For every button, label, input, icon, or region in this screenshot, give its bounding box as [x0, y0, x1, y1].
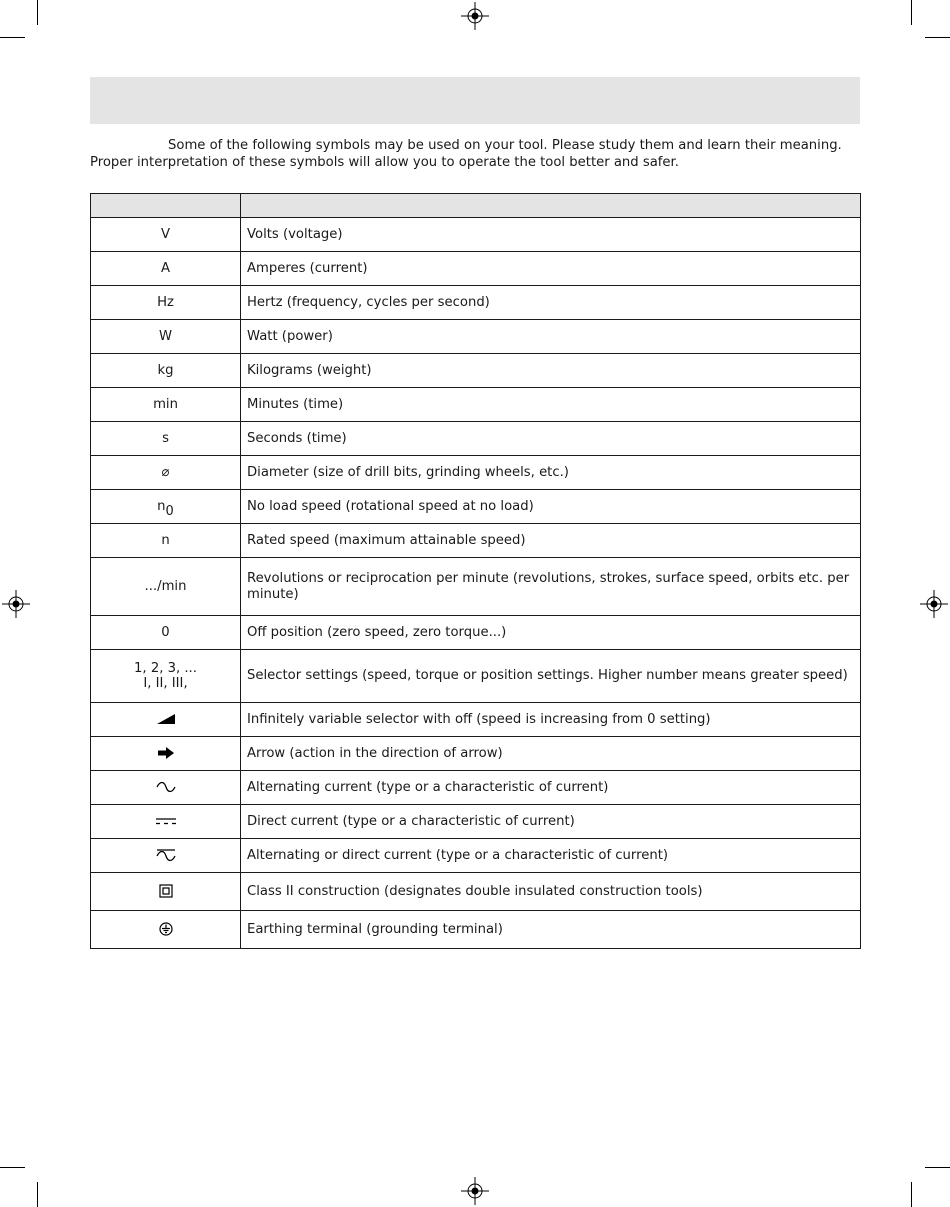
- description-cell: Alternating or direct current (type or a characteristic of current): [241, 839, 861, 873]
- table-row: [91, 558, 861, 616]
- description-cell: Off position (zero speed, zero torque...): [241, 616, 861, 650]
- variable-speed-wedge-icon: [156, 713, 176, 725]
- table-row: [91, 252, 861, 286]
- crop-mark-bottom-left-v: [37, 1182, 38, 1207]
- symbol-subscript: 0: [165, 504, 174, 519]
- symbol-cell: [91, 703, 241, 737]
- symbol-cell: [91, 911, 241, 949]
- crop-mark-top-left-v: [37, 0, 38, 25]
- crop-mark-top-right-v: [911, 0, 912, 25]
- symbol-cell: [91, 737, 241, 771]
- symbol-cell: V: [91, 218, 241, 252]
- description-cell: Volts (voltage): [241, 218, 861, 252]
- symbol-cell: [91, 771, 241, 805]
- section-title-band: [90, 77, 860, 124]
- header-symbol: [91, 194, 241, 218]
- symbol-cell: [91, 873, 241, 911]
- registration-mark-left-icon: [2, 590, 30, 618]
- class-ii-construction-icon: [159, 884, 173, 898]
- registration-mark-right-icon: [920, 590, 948, 618]
- table-row: [91, 873, 861, 911]
- symbol-cell: min: [91, 388, 241, 422]
- selector-settings-symbol-cell: [91, 650, 241, 703]
- description-cell: Minutes (time): [241, 388, 861, 422]
- description-cell: Diameter (size of drill bits, grinding wheels, etc.): [241, 456, 861, 490]
- table-row: [91, 422, 861, 456]
- intro-line-2: Proper interpretation of these symbols will allow you to operate the tool better and safer.: [90, 155, 679, 170]
- description-cell: Watt (power): [241, 320, 861, 354]
- symbol-cell: W: [91, 320, 241, 354]
- description-cell: Hertz (frequency, cycles per second): [241, 286, 861, 320]
- description-cell: Selector settings (speed, torque or position settings. Higher number means greater speed): [241, 650, 861, 703]
- symbol-cell: 0: [91, 616, 241, 650]
- crop-mark-bottom-right-h: [925, 1167, 950, 1168]
- symbol-cell: [91, 839, 241, 873]
- description-cell: Revolutions or reciprocation per minute (revolutions, strokes, surface speed, orbits etc. per minute): [241, 558, 861, 616]
- table-row: [91, 286, 861, 320]
- symbol-cell: .../min: [91, 558, 241, 616]
- description-cell: Arrow (action in the direction of arrow): [241, 737, 861, 771]
- table-row: [91, 218, 861, 252]
- symbol-cell: A: [91, 252, 241, 286]
- symbol-cell: [91, 805, 241, 839]
- table-row: [91, 490, 861, 524]
- registration-mark-top-icon: [461, 2, 489, 30]
- description-cell: Infinitely variable selector with off (speed is increasing from 0 setting): [241, 703, 861, 737]
- symbol-line-2: I, II, III,: [143, 676, 188, 691]
- description-cell: Alternating current (type or a characteristic of current): [241, 771, 861, 805]
- description-cell: Earthing terminal (grounding terminal): [241, 911, 861, 949]
- registration-mark-bottom-icon: [461, 1177, 489, 1205]
- table-row: [91, 650, 861, 703]
- description-cell: Class II construction (designates double insulated construction tools): [241, 873, 861, 911]
- arrow-right-icon: [157, 746, 175, 760]
- symbol-cell: n: [91, 524, 241, 558]
- table-row: [91, 771, 861, 805]
- symbol-n: n: [157, 499, 166, 514]
- symbols-table: [90, 193, 861, 949]
- crop-mark-top-left-h: [0, 37, 25, 38]
- symbol-cell: s: [91, 422, 241, 456]
- table-row: [91, 388, 861, 422]
- table-row: [91, 805, 861, 839]
- diameter-symbol-cell: ⌀: [91, 456, 241, 490]
- symbol-cell: kg: [91, 354, 241, 388]
- description-cell: Amperes (current): [241, 252, 861, 286]
- symbol-line-1: 1, 2, 3, ...: [134, 661, 197, 676]
- table-row: [91, 703, 861, 737]
- description-cell: No load speed (rotational speed at no load): [241, 490, 861, 524]
- earthing-terminal-icon: [159, 922, 173, 936]
- crop-mark-bottom-left-h: [0, 1167, 25, 1168]
- alternating-current-icon: [156, 781, 176, 793]
- no-load-speed-symbol-cell: [91, 490, 241, 524]
- crop-mark-top-right-h: [925, 37, 950, 38]
- table-row: [91, 354, 861, 388]
- table-row: [91, 456, 861, 490]
- table-header-row: [91, 194, 861, 218]
- description-cell: Kilograms (weight): [241, 354, 861, 388]
- intro-paragraph: [90, 137, 860, 171]
- table-row: [91, 839, 861, 873]
- table-row: [91, 524, 861, 558]
- table-row: [91, 320, 861, 354]
- intro-line-1: Some of the following symbols may be used on your tool. Please study them and learn their meaning.: [168, 138, 842, 153]
- symbol-cell: Hz: [91, 286, 241, 320]
- table-row: [91, 737, 861, 771]
- description-cell: Seconds (time): [241, 422, 861, 456]
- table-row: [91, 616, 861, 650]
- ac-dc-current-icon: [156, 848, 176, 862]
- direct-current-icon: [155, 816, 177, 826]
- crop-mark-bottom-right-v: [911, 1182, 912, 1207]
- description-cell: Direct current (type or a characteristic of current): [241, 805, 861, 839]
- table-row: [91, 911, 861, 949]
- description-cell: Rated speed (maximum attainable speed): [241, 524, 861, 558]
- header-name: [241, 194, 861, 218]
